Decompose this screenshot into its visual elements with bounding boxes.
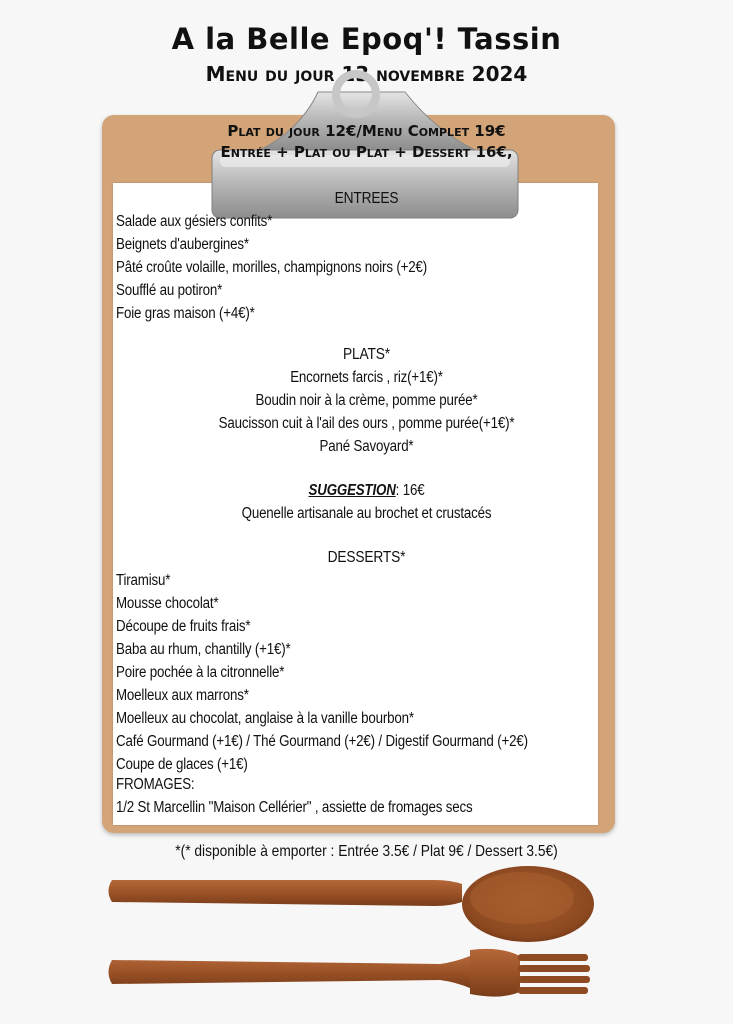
restaurant-title: A la Belle Epoq'! Tassin <box>171 22 562 56</box>
offer-line-2: Entrée + Plat ou Plat + Dessert 16€, <box>220 143 513 161</box>
wooden-fork-icon <box>109 949 591 997</box>
menu-item: Découpe de fruits frais* <box>116 618 251 635</box>
menu-item: Tiramisu* <box>116 572 171 589</box>
menu-item: Encornets farcis , riz(+1€)* <box>290 369 443 386</box>
wooden-spoon-icon <box>109 866 595 942</box>
menu-item: Saucisson cuit à l'ail des ours , pomme purée(+1€)* <box>218 415 515 432</box>
entrees-heading: ENTREES <box>334 190 399 207</box>
suggestion-dish: Quenelle artisanale au brochet et crustacés <box>241 505 492 522</box>
menu-item: Foie gras maison (+4€)* <box>116 305 255 322</box>
menu-item: Pané Savoyard* <box>319 438 414 455</box>
menu-item: Mousse chocolat* <box>116 595 219 612</box>
menu-item: Moelleux au chocolat, anglaise à la vanille bourbon* <box>116 710 414 727</box>
menu-item: Boudin noir à la crème, pomme purée* <box>255 392 478 409</box>
menu-date: Menu du jour 13 novembre 2024 <box>205 62 528 86</box>
menu-item: Café Gourmand (+1€) / Thé Gourmand (+2€) / Digestif Gourmand (+2€) <box>116 733 528 750</box>
suggestion-price: : 16€ <box>395 482 425 499</box>
menu-item: Baba au rhum, chantilly (+1€)* <box>116 641 291 658</box>
offer-line-1: Plat du jour 12€/Menu Complet 19€ <box>227 122 506 140</box>
menu-item: Coupe de glaces (+1€) <box>116 756 248 773</box>
takeaway-footnote: *(* disponible à emporter : Entrée 3.5€ / Plat 9€ / Dessert 3.5€) <box>175 843 558 860</box>
menu-item: Beignets d'aubergines* <box>116 236 249 253</box>
menu-item: 1/2 St Marcellin "Maison Cellérier" , assiette de fromages secs <box>116 799 473 816</box>
menu-item: Moelleux aux marrons* <box>116 687 249 704</box>
fromages-heading: FROMAGES: <box>116 776 195 793</box>
menu-item: Soufflé au potiron* <box>116 282 223 299</box>
menu-item: Salade aux gésiers confits* <box>116 213 273 230</box>
desserts-heading: DESSERTS* <box>327 549 406 566</box>
suggestion-label: SUGGESTION <box>308 482 396 499</box>
menu-item: Poire pochée à la citronnelle* <box>116 664 285 681</box>
plats-heading: PLATS* <box>343 346 390 363</box>
menu-item: Pâté croûte volaille, morilles, champignons noirs (+2€) <box>116 259 427 276</box>
